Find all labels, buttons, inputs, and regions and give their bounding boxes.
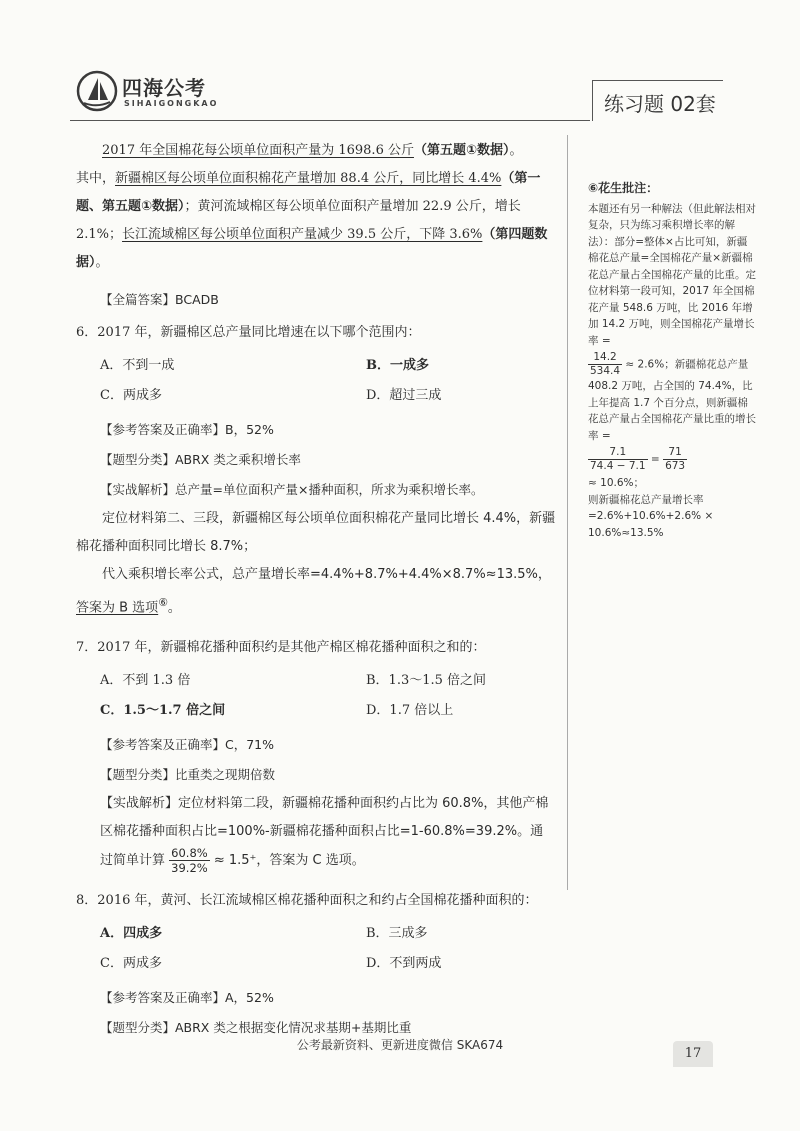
intro-line-1: 2017 年全国棉花每公顷单位面积产量为 1698.6 公斤（第五题①数据）。	[102, 143, 523, 158]
side-fraction-3: $\frac{71}{673}$	[665, 446, 686, 472]
q6-type: 【题型分类】ABRX 类之乘积增长率	[100, 452, 301, 467]
logo-name: 四海公考	[122, 76, 206, 100]
all-answers: 【全篇答案】BCADB	[100, 292, 219, 307]
logo-sail-icon	[76, 70, 118, 112]
side-fraction-2: $\frac{7.1}{74.4 - 7.1}$	[590, 446, 646, 472]
q8-option-c: C．两成多	[100, 956, 162, 972]
q6-analysis-p2: 定位材料第二、三段，新疆棉区每公顷单位面积棉花产量同比增长 4.4%，新疆棉花播种面积同比增长 8.7%；	[76, 511, 556, 554]
q6-option-b: B．一成多	[366, 358, 429, 373]
side-fraction-1: $\frac{14.2}{534.4}$	[590, 351, 621, 377]
q6-option-c: C．两成多	[100, 388, 162, 403]
q6-stem: 6．2017 年，新疆棉区总产量同比增速在以下哪个范围内：	[76, 325, 421, 340]
side-formula-2: $\frac{7.1}{74.4 - 7.1}$ = $\frac{71}{673}$	[590, 446, 686, 472]
q7-options	[76, 666, 556, 726]
header-rule	[70, 120, 590, 121]
q8-type: 【题型分类】ABRX 类之根据变化情况求基期+基期比重	[100, 1020, 412, 1036]
q8-stem: 8．2016 年，黄河、长江流域棉区棉花播种面积之和约占全国棉花播种面积的：	[76, 893, 538, 909]
q6-option-a: A．不到一成	[100, 358, 175, 373]
q7-option-a: A．不到 1.3 倍	[100, 673, 191, 689]
main-content	[76, 137, 556, 1043]
logo-pinyin: SIHAIGONGKAO	[124, 99, 219, 108]
q7-option-c: C．1.5～1.7 倍之间	[100, 703, 226, 719]
q6-analysis-p3: 代入乘积增长率公式，总产量增长率=4.4%+8.7%+4.4%×8.7%≈13.5%，答案为 B 选项⑥。	[76, 567, 551, 616]
q6-options	[76, 351, 556, 411]
side-note-text-3: 则新疆棉花总产量增长率 =2.6%+10.6%+2.6% × 10.6%≈13.5%	[588, 493, 714, 539]
q8-option-b: B．三成多	[366, 926, 428, 942]
q8-option-d: D．不到两成	[366, 956, 442, 972]
q7-answer: 【参考答案及正确率】C，71%	[100, 737, 275, 753]
footer-text: 公考最新资料、更新进度微信 SKA674	[296, 1038, 504, 1052]
q7-option-d: D．1.7 倍以上	[366, 703, 454, 719]
q8-options	[76, 919, 556, 979]
q7-type: 【题型分类】比重类之现期倍数	[100, 767, 276, 783]
side-note-title: ⑥花生批注：	[588, 181, 659, 195]
q8-option-a: A．四成多	[100, 926, 163, 942]
side-note	[588, 180, 756, 541]
set-title: 练习题 02套	[604, 92, 716, 116]
side-formula-1: $\frac{14.2}{534.4}$ ≈ 2.6%；新疆棉花总产量 408.2 万吨，占全国的 74.4%，比上年提高 1.7 个百分点，则新疆棉花总产量占全国棉花产量比重的增长率 =	[588, 351, 756, 442]
q7-option-b: B．1.3～1.5 倍之间	[366, 673, 487, 689]
side-note-text-1: 本题还有另一种解法（但此解法相对复杂，只为练习乘积增长率的解法）：部分=整体×占比可知，新疆棉花总产量=全国棉花产量×新疆棉花总产量占全国棉花产量的比重。定位材料第一段可知，2017 年全国棉花产量 548.6 万吨，比 2016 年增加 14.2 万吨，则全国棉花产量增长率 =	[588, 202, 756, 347]
intro-line-2: 其中，新疆棉区每公顷单位面积棉花产量增加 88.4 公斤，同比增长 4.4%（第一题、第五题①数据）；黄河流域棉区每公顷单位面积产量增加 22.9 公斤，增长 2.1%；长江流域棉区每公顷单位面积产量减少 39.5 公斤，下降 3.6%（第四题数据）。	[76, 171, 548, 270]
q8-answer: 【参考答案及正确率】A，52%	[100, 990, 274, 1006]
q7-fraction: $\frac{60.8\%}{39.2\%}$	[171, 846, 208, 876]
margin-divider	[567, 135, 568, 890]
q6-option-d: D．超过三成	[366, 388, 442, 403]
side-note-text-2: ≈ 10.6%；	[588, 477, 644, 489]
q7-stem: 7．2017 年，新疆棉花播种面积约是其他产棉区棉花播种面积之和的：	[76, 640, 486, 656]
q6-answer: 【参考答案及正确率】B，52%	[100, 422, 274, 437]
page-number: 17	[673, 1041, 713, 1067]
q6-analysis: 【实战解析】总产量=单位面积产量×播种面积，所求为乘积增长率。	[100, 482, 484, 497]
q7-analysis: 【实战解析】定位材料第二段，新疆棉花播种面积约占比为 60.8%，其他产棉区棉花播种面积占比=100%-新疆棉花播种面积占比=1-60.8%=39.2%。通过简单计算 $\frac{60.8\%}{39.2\%}$ ≈ 1.5⁺，答案为 C 选项。	[100, 796, 549, 876]
